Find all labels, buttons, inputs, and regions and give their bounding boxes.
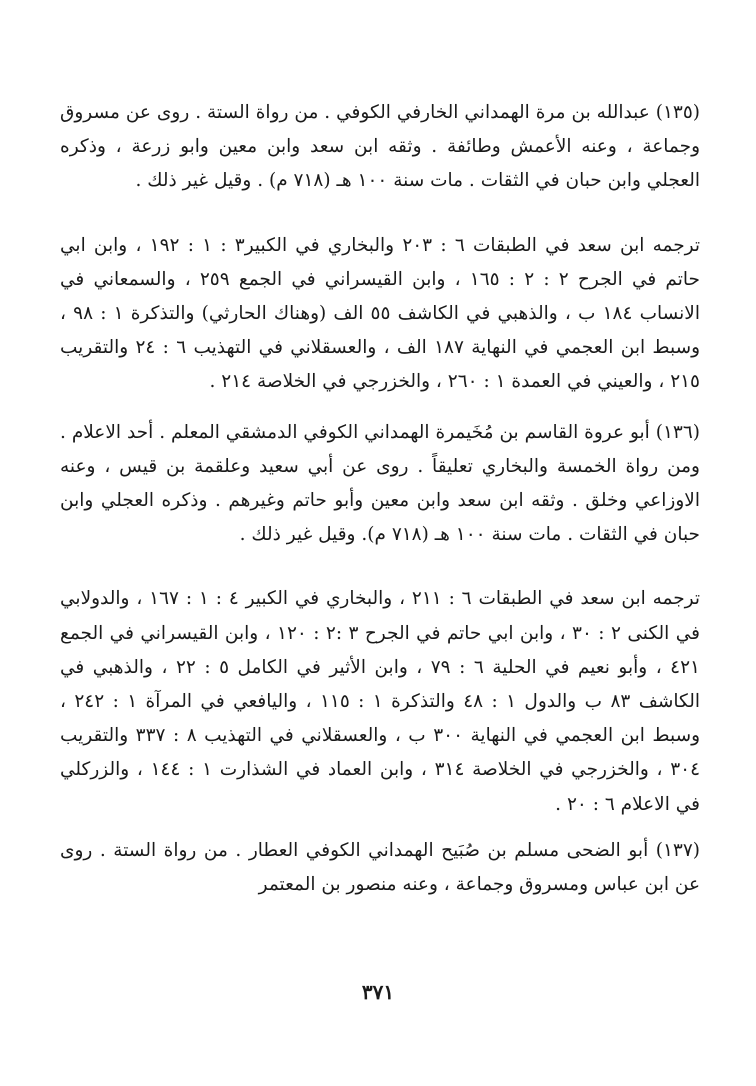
entry-136: (١٣٦) أبو عروة القاسم بن مُخَيمرة الهمداني الكوفي الدمشقي المعلم . أحد الاعلام . ومن رواة الخمسة والبخاري تعليقاً . روى عن أبي سعيد وعلقمة بن قيس ، وعنه الاوزاعي وخلق . وثقه ابن سعد وابن معين وأبو حاتم وغيرهم . وذكره العجلي وابن حبان في الثقات . مات سنة ١٠٠ هـ (٧١٨ م). وقيل غير ذلك .	[60, 421, 700, 546]
entry-135: (١٣٥) عبدالله بن مرة الهمداني الخارفي الكوفي . من رواة الستة . روى عن مسروق وجماعة ، وعنه الأعمش وطائفة . وثقه ابن سعد وابن معين وابو زرعة ، وذكره العجلي وابن حبان في الثقات . مات سنة ١٠٠ هـ (٧١٨ م) . وقيل غير ذلك .	[60, 102, 700, 192]
page-body	[60, 96, 700, 908]
entry-137: (١٣٧) أبو الضحى مسلم بن صُبَيح الهمداني الكوفي العطار . من رواة الستة . روى عن ابن عباس ومسروق وجماعة ، وعنه منصور بن المعتمر	[60, 839, 700, 896]
entry-135-references: ترجمه ابن سعد في الطبقات ٦ : ٢٠٣ والبخاري في الكبير٣ : ١ : ١٩٢ ، وابن ابي حاتم في الجرح ٢ : ٢ : ١٦٥ ، وابن القيسراني في الجمع ٢٥٩ ، والسمعاني في الانساب ١٨٤ ب ، والذهبي في الكاشف ٥٥ الف (وهناك الحارثي) والتذكرة ١ : ٩٨ ، وسبط ابن العجمي في النهاية ١٨٧ الف ، والعسقلاني في التهذيب ٦ : ٢٤ والتقريب ٢١٥ ، والعيني في العمدة ١ : ٢٦٠ ، والخزرجي في الخلاصة ٢١٤ .	[60, 234, 701, 393]
page-number: ٣٧١	[361, 980, 395, 1004]
entry-136-references: ترجمه ابن سعد في الطبقات ٦ : ٢١١ ، والبخاري في الكبير ٤ : ١ : ١٦٧ ، والدولابي في الكنى ٢ : ٣٠ ، وابن ابي حاتم في الجرح ٣ :٢ : ١٢٠ ، وابن القيسراني في الجمع ٤٢١ ، وأبو نعيم في الحلية ٦ : ٧٩ ، وابن الأثير في الكامل ٥ : ٢٢ ، والذهبي في الكاشف ٨٣ ب والدول ١ : ٤٨ والتذكرة ١ : ١١٥ ، واليافعي في المرآة ١ : ٢٤٢ ، وسبط ابن العجمي في النهاية ٣٠٠ ب ، والعسقلاني في التهذيب ٨ : ٣٣٧ والتقريب ٣٠٤ ، والخزرجي في الخلاصة ٣١٤ ، وابن العماد في الشذارت ١ : ١٤٤ ، والزركلي في الاعلام ٦ : ٢٠ .	[60, 588, 701, 815]
